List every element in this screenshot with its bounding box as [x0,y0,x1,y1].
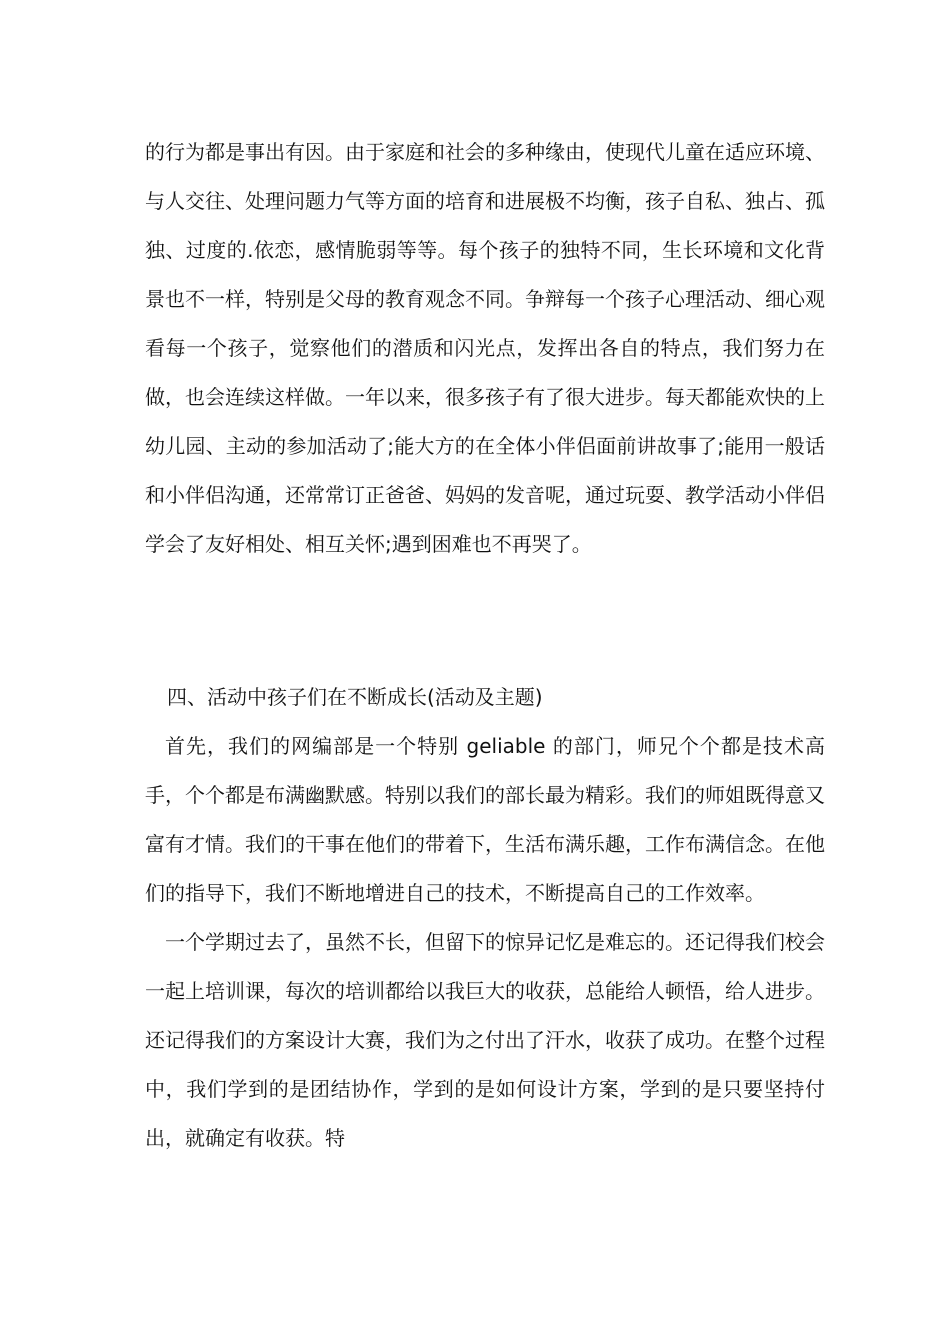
paragraph-department: 首先，我们的网编部是一个特别 geliable 的部门，师兄个个都是技术高手，个个都是布满幽默感。特别以我们的部长最为精彩。我们的师姐既得意又富有才情。我们的干事在他们的带着下，生活布满乐趣，工作布满信念。在他们的指导下，我们不断地增进自己的技术，不断提高自己的工作效率。 [145,734,825,905]
paragraph-behavior: 的行为都是事出有因。由于家庭和社会的多种缘由，使现代儿童在适应环境、与人交往、处理问题力气等方面的培育和进展极不均衡，孩子自私、独占、孤独、过度的.依恋，感情脆弱等等。每个孩子的独特不同，生长环境和文化背景也不一样，特别是父母的教育观念不同。争辩每一个孩子心理活动、细心观看每一个孩子，觉察他们的潜质和闪光点，发挥出各自的特点，我们努力在做，也会连续这样做。一年以来，很多孩子有了很大进步。每天都能欢快的上幼儿园、主动的参加活动了;能大方的在全体小伴侣面前讲故事了;能用一般话和小伴侣沟通，还常常订正爸爸、妈妈的发音呢，通过玩耍、教学活动小伴侣学会了友好相处、相互关怀;遇到困难也不再哭了。 [145,140,825,556]
body-text-upper [145,128,825,569]
body-text-lower [145,673,825,1163]
section-heading: 四、活动中孩子们在不断成长(活动及主题) [167,685,543,709]
paragraph-semester: 一个学期过去了，虽然不长，但留下的惊异记忆是难忘的。还记得我们校会一起上培训课，每次的培训都给以我巨大的收获，总能给人顿悟，给人进步。还记得我们的方案设计大赛，我们为之付出了汗水，收获了成功。在整个过程中，我们学到的是团结协作，学到的是如何设计方案，学到的是只要坚持付出，就确定有收获。特 [145,930,825,1150]
